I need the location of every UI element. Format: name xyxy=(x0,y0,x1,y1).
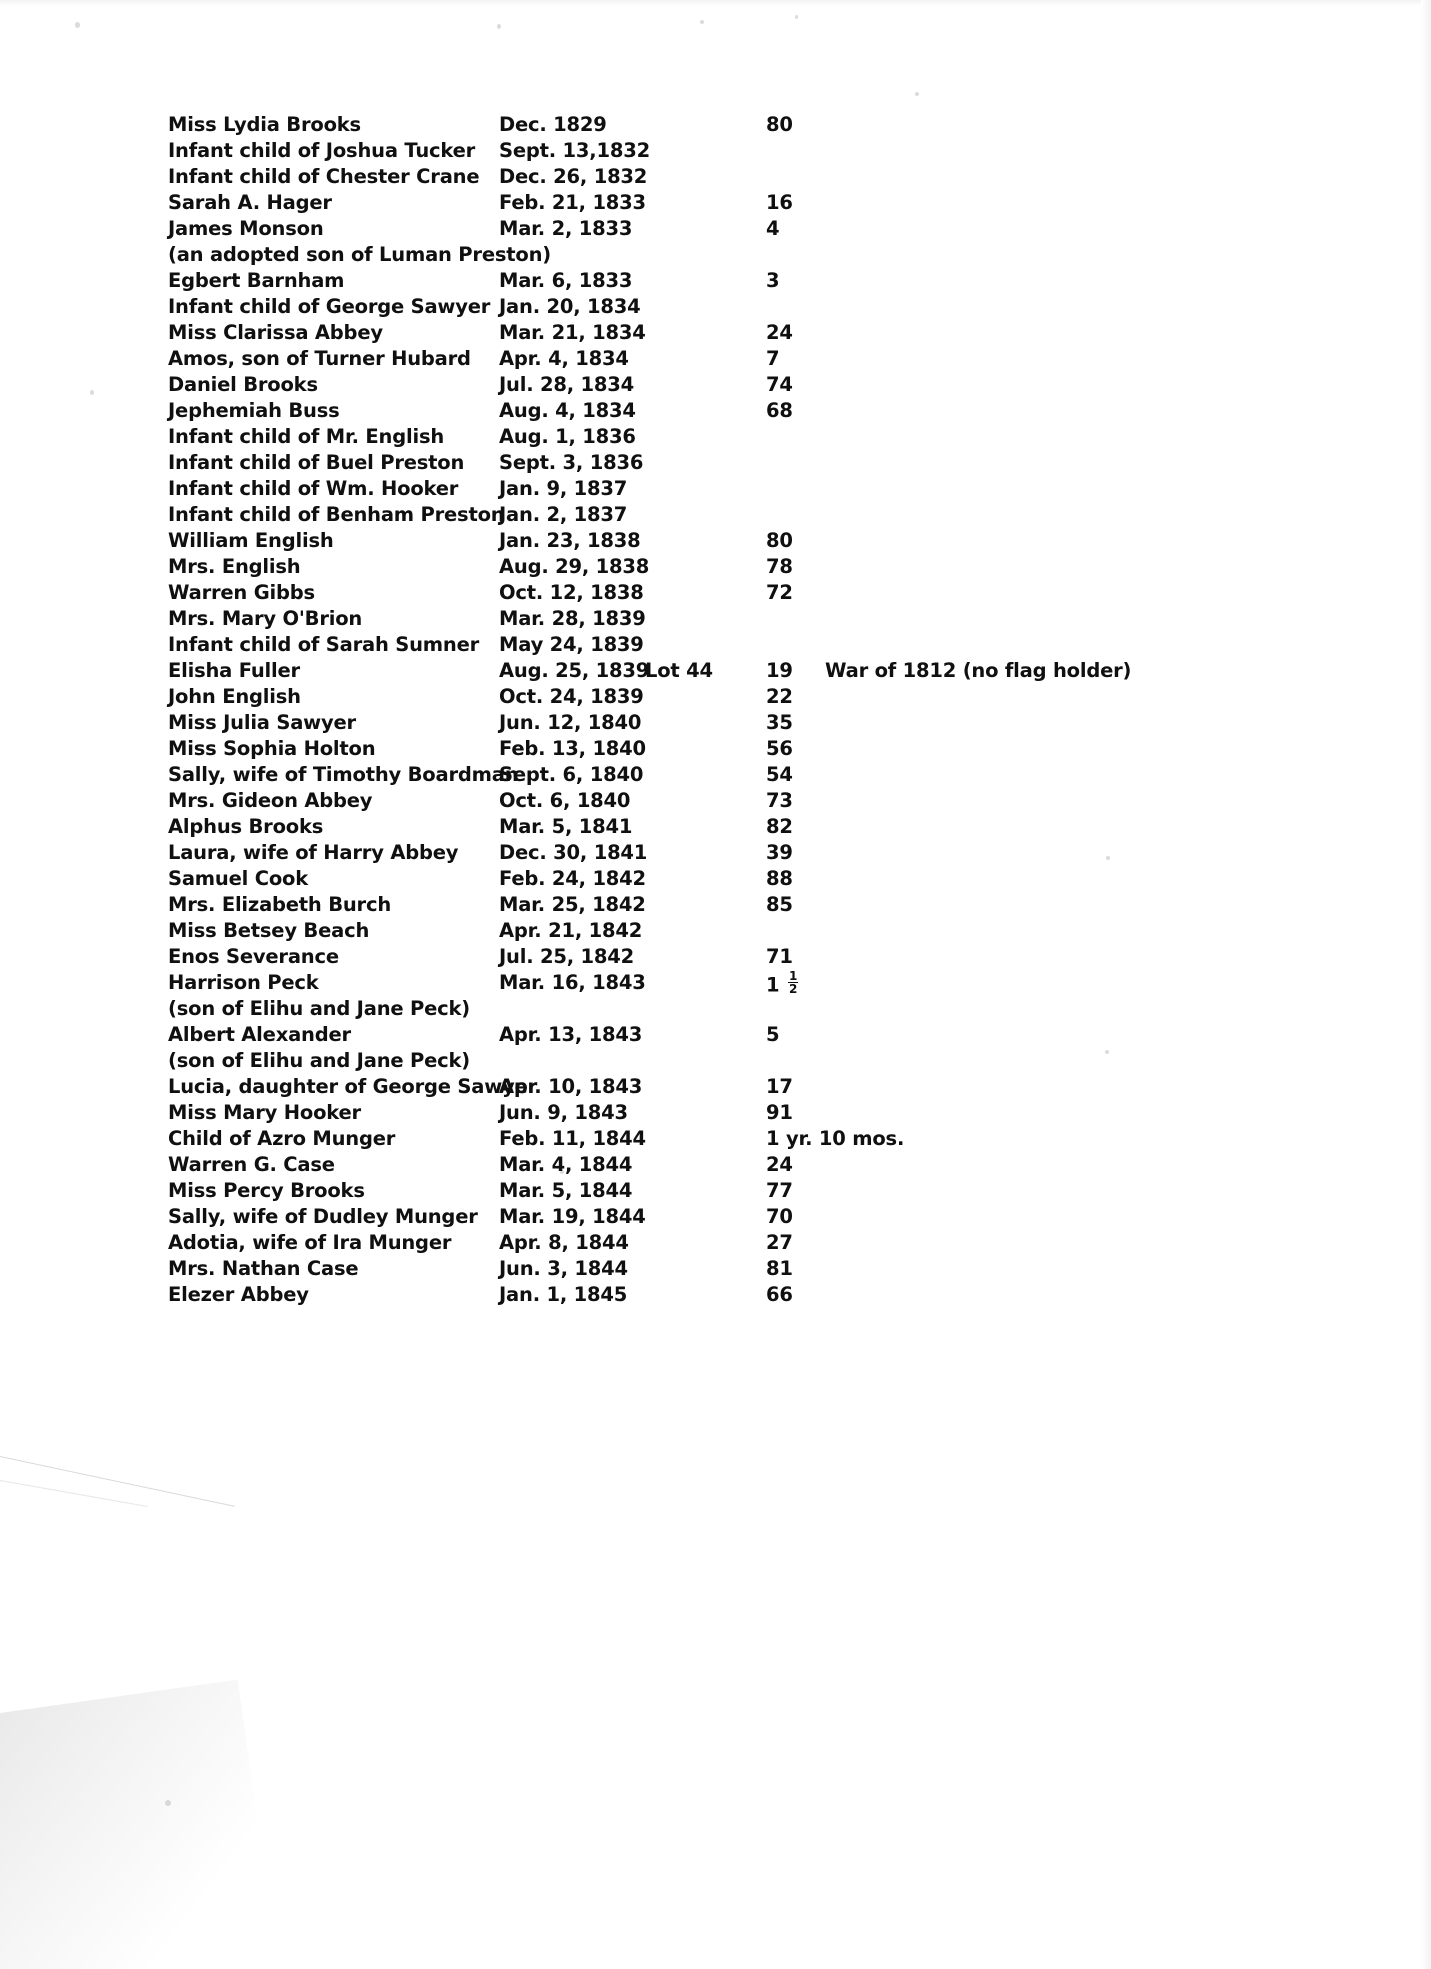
register-row xyxy=(168,190,1348,216)
register-cell-name: Sally, wife of Timothy Boardman xyxy=(168,763,519,786)
register-cell-name: Lucia, daughter of George Sawyer xyxy=(168,1075,537,1098)
register-cell-name: Amos, son of Turner Hubard xyxy=(168,347,471,370)
register-row xyxy=(168,840,1348,866)
register-row xyxy=(168,762,1348,788)
register-cell-date: Aug. 25, 1839 xyxy=(499,659,650,682)
register-cell-age: 72 xyxy=(766,581,793,604)
burial-register-table xyxy=(168,112,1348,1308)
register-cell-name: Infant child of Benham Preston xyxy=(168,503,505,526)
register-cell-date: Jul. 28, 1834 xyxy=(499,373,635,396)
register-cell-name: Miss Sophia Holton xyxy=(168,737,376,760)
register-cell-date: Mar. 6, 1833 xyxy=(499,269,633,292)
register-row xyxy=(168,970,1348,996)
register-cell-date: Aug. 1, 1836 xyxy=(499,425,636,448)
register-row xyxy=(168,242,1348,268)
register-row xyxy=(168,502,1348,528)
register-cell-date: Feb. 13, 1840 xyxy=(499,737,646,760)
age-fraction xyxy=(788,970,798,995)
register-cell-age: 24 xyxy=(766,1153,793,1176)
register-cell-date: Jan. 1, 1845 xyxy=(499,1283,628,1306)
register-cell-date: Sept. 3, 1836 xyxy=(499,451,644,474)
register-cell-date: Apr. 13, 1843 xyxy=(499,1023,643,1046)
register-cell-age: 80 xyxy=(766,113,793,136)
register-row xyxy=(168,1022,1348,1048)
scan-edge-right xyxy=(1421,0,1431,1969)
register-cell-date: Dec. 26, 1832 xyxy=(499,165,648,188)
scan-corner-crease-line xyxy=(0,1456,235,1507)
register-cell-age: 5 xyxy=(766,1023,780,1046)
register-cell-age: 56 xyxy=(766,737,793,760)
register-cell-name: Mrs. English xyxy=(168,555,301,578)
register-cell-date: May 24, 1839 xyxy=(499,633,644,656)
register-cell-name: Samuel Cook xyxy=(168,867,308,890)
register-row xyxy=(168,112,1348,138)
register-row xyxy=(168,736,1348,762)
register-row xyxy=(168,268,1348,294)
register-cell-name: Infant child of Mr. English xyxy=(168,425,445,448)
register-row xyxy=(168,1152,1348,1178)
register-cell-name: Warren Gibbs xyxy=(168,581,315,604)
scan-corner-crease-line-secondary xyxy=(0,1480,148,1507)
register-cell-date: Apr. 21, 1842 xyxy=(499,919,643,942)
register-cell-date: Dec. 30, 1841 xyxy=(499,841,648,864)
register-cell-name: Mrs. Gideon Abbey xyxy=(168,789,373,812)
register-cell-name: Infant child of Sarah Sumner xyxy=(168,633,480,656)
register-cell-name: Alphus Brooks xyxy=(168,815,324,838)
register-cell-name: Mrs. Nathan Case xyxy=(168,1257,359,1280)
register-row xyxy=(168,320,1348,346)
register-cell-age: 19 xyxy=(766,659,793,682)
register-cell-date: Mar. 21, 1834 xyxy=(499,321,646,344)
register-cell-name: Infant child of Joshua Tucker xyxy=(168,139,476,162)
register-cell-name: Elisha Fuller xyxy=(168,659,300,682)
register-cell-date: Oct. 6, 1840 xyxy=(499,789,631,812)
register-cell-age: 3 xyxy=(766,269,780,292)
register-cell-age: 24 xyxy=(766,321,793,344)
register-cell-name: Miss Mary Hooker xyxy=(168,1101,361,1124)
register-cell-date: Mar. 16, 1843 xyxy=(499,971,646,994)
register-cell-name: Miss Lydia Brooks xyxy=(168,113,361,136)
register-cell-age: 82 xyxy=(766,815,793,838)
register-cell-note: War of 1812 (no flag holder) xyxy=(825,659,1132,682)
register-row xyxy=(168,580,1348,606)
register-cell-lot: Lot 44 xyxy=(645,659,713,682)
register-cell-name: John English xyxy=(168,685,301,708)
scan-corner-shadow xyxy=(0,1680,279,1969)
register-row xyxy=(168,528,1348,554)
scan-speck xyxy=(915,92,919,96)
register-row xyxy=(168,996,1348,1022)
register-cell-name: Albert Alexander xyxy=(168,1023,351,1046)
register-row xyxy=(168,814,1348,840)
scan-speck xyxy=(700,20,704,24)
register-cell-date: Mar. 25, 1842 xyxy=(499,893,646,916)
register-row xyxy=(168,918,1348,944)
scan-speck xyxy=(165,1800,171,1806)
register-cell-date: Sept. 13,1832 xyxy=(499,139,650,162)
register-cell-date: Jun. 9, 1843 xyxy=(499,1101,628,1124)
register-row xyxy=(168,1282,1348,1308)
register-cell-age: 77 xyxy=(766,1179,793,1202)
register-cell-name: Infant child of Wm. Hooker xyxy=(168,477,459,500)
register-row xyxy=(168,138,1348,164)
register-cell-age: 17 xyxy=(766,1075,793,1098)
register-cell-name: Harrison Peck xyxy=(168,971,319,994)
register-cell-date: Apr. 4, 1834 xyxy=(499,347,629,370)
register-cell-age: 54 xyxy=(766,763,793,786)
register-cell-date: Mar. 5, 1841 xyxy=(499,815,633,838)
register-cell-age: 74 xyxy=(766,373,793,396)
register-row xyxy=(168,294,1348,320)
register-cell-name: Miss Julia Sawyer xyxy=(168,711,356,734)
register-row xyxy=(168,1230,1348,1256)
register-cell-age: 39 xyxy=(766,841,793,864)
register-row xyxy=(168,372,1348,398)
register-cell-date: Aug. 4, 1834 xyxy=(499,399,636,422)
register-cell-date: Aug. 29, 1838 xyxy=(499,555,650,578)
register-cell-name: Laura, wife of Harry Abbey xyxy=(168,841,459,864)
register-cell-name: Enos Severance xyxy=(168,945,339,968)
register-cell-name: Adotia, wife of Ira Munger xyxy=(168,1231,452,1254)
register-row xyxy=(168,1256,1348,1282)
register-row xyxy=(168,944,1348,970)
register-cell-age: 1 yr. 10 mos. xyxy=(766,1127,905,1150)
register-cell-date: Mar. 2, 1833 xyxy=(499,217,633,240)
register-cell-age: 88 xyxy=(766,867,793,890)
register-row xyxy=(168,1048,1348,1074)
register-cell-name: Egbert Barnham xyxy=(168,269,345,292)
scan-edge-top xyxy=(0,0,1431,6)
register-cell-age: 4 xyxy=(766,217,780,240)
register-cell-name: Infant child of George Sawyer xyxy=(168,295,491,318)
register-cell-age: 66 xyxy=(766,1283,793,1306)
register-cell-date: Sept. 6, 1840 xyxy=(499,763,644,786)
register-cell-name: Elezer Abbey xyxy=(168,1283,309,1306)
register-cell-date: Jun. 12, 1840 xyxy=(499,711,642,734)
register-cell-age: 91 xyxy=(766,1101,793,1124)
scan-speck xyxy=(497,24,501,29)
register-row xyxy=(168,866,1348,892)
register-cell-date: Mar. 19, 1844 xyxy=(499,1205,646,1228)
register-row xyxy=(168,476,1348,502)
register-cell-date: Jan. 9, 1837 xyxy=(499,477,628,500)
register-cell-age: 70 xyxy=(766,1205,793,1228)
age-fraction-denominator: 2 xyxy=(788,982,798,997)
register-row xyxy=(168,1178,1348,1204)
register-row xyxy=(168,632,1348,658)
scan-speck xyxy=(75,22,80,28)
register-cell-age: 80 xyxy=(766,529,793,552)
register-cell-age: 85 xyxy=(766,893,793,916)
register-row xyxy=(168,1204,1348,1230)
register-cell-date: Mar. 28, 1839 xyxy=(499,607,646,630)
register-row xyxy=(168,1126,1348,1152)
register-cell-name: Miss Betsey Beach xyxy=(168,919,370,942)
register-cell-age: 81 xyxy=(766,1257,793,1280)
register-cell-age: 16 xyxy=(766,191,793,214)
register-cell-name: Sally, wife of Dudley Munger xyxy=(168,1205,478,1228)
register-cell-date: Oct. 12, 1838 xyxy=(499,581,644,604)
register-cell-date: Feb. 21, 1833 xyxy=(499,191,646,214)
register-cell-name: Warren G. Case xyxy=(168,1153,335,1176)
register-row xyxy=(168,398,1348,424)
register-cell-date: Jan. 2, 1837 xyxy=(499,503,628,526)
register-cell-age: 35 xyxy=(766,711,793,734)
register-cell-name: Mrs. Elizabeth Burch xyxy=(168,893,392,916)
register-cell-name: Child of Azro Munger xyxy=(168,1127,396,1150)
register-cell-date: Jan. 23, 1838 xyxy=(499,529,641,552)
register-row xyxy=(168,1100,1348,1126)
register-row xyxy=(168,606,1348,632)
register-row xyxy=(168,450,1348,476)
register-row xyxy=(168,684,1348,710)
register-cell-date: Apr. 8, 1844 xyxy=(499,1231,629,1254)
register-cell-age: 71 xyxy=(766,945,793,968)
register-cell-age: 7 xyxy=(766,347,780,370)
register-cell-date: Jan. 20, 1834 xyxy=(499,295,641,318)
register-cell-name: Infant child of Chester Crane xyxy=(168,165,480,188)
register-cell-age: 73 xyxy=(766,789,793,812)
register-cell-name: William English xyxy=(168,529,334,552)
register-cell-name: (an adopted son of Luman Preston) xyxy=(168,243,551,266)
register-cell-name: Daniel Brooks xyxy=(168,373,318,396)
scan-speck xyxy=(795,15,798,19)
register-row xyxy=(168,1074,1348,1100)
scan-speck xyxy=(90,390,94,395)
register-row xyxy=(168,424,1348,450)
register-cell-name: Sarah A. Hager xyxy=(168,191,332,214)
register-cell-name: (son of Elihu and Jane Peck) xyxy=(168,997,470,1020)
register-row xyxy=(168,658,1348,684)
register-cell-name: James Monson xyxy=(168,217,324,240)
register-cell-date: Dec. 1829 xyxy=(499,113,607,136)
register-row xyxy=(168,710,1348,736)
register-cell-age: 1 $\frac{1}{2}$ xyxy=(766,969,798,997)
register-cell-date: Mar. 4, 1844 xyxy=(499,1153,633,1176)
register-row xyxy=(168,164,1348,190)
register-cell-age: 27 xyxy=(766,1231,793,1254)
register-cell-name: Jephemiah Buss xyxy=(168,399,340,422)
register-cell-date: Feb. 11, 1844 xyxy=(499,1127,646,1150)
register-cell-name: Mrs. Mary O'Brion xyxy=(168,607,363,630)
register-cell-date: Mar. 5, 1844 xyxy=(499,1179,633,1202)
register-row xyxy=(168,788,1348,814)
register-cell-date: Feb. 24, 1842 xyxy=(499,867,646,890)
register-cell-name: Infant child of Buel Preston xyxy=(168,451,465,474)
register-cell-age: 68 xyxy=(766,399,793,422)
register-row xyxy=(168,346,1348,372)
register-cell-date: Jun. 3, 1844 xyxy=(499,1257,628,1280)
register-cell-age: 22 xyxy=(766,685,793,708)
register-row xyxy=(168,216,1348,242)
register-cell-date: Oct. 24, 1839 xyxy=(499,685,644,708)
register-cell-age: 78 xyxy=(766,555,793,578)
register-cell-name: Miss Percy Brooks xyxy=(168,1179,365,1202)
register-cell-date: Apr. 10, 1843 xyxy=(499,1075,643,1098)
register-row xyxy=(168,554,1348,580)
age-fraction-numerator: 1 xyxy=(788,969,798,983)
register-cell-date: Jul. 25, 1842 xyxy=(499,945,635,968)
register-cell-name: Miss Clarissa Abbey xyxy=(168,321,383,344)
register-row xyxy=(168,892,1348,918)
register-cell-name: (son of Elihu and Jane Peck) xyxy=(168,1049,470,1072)
